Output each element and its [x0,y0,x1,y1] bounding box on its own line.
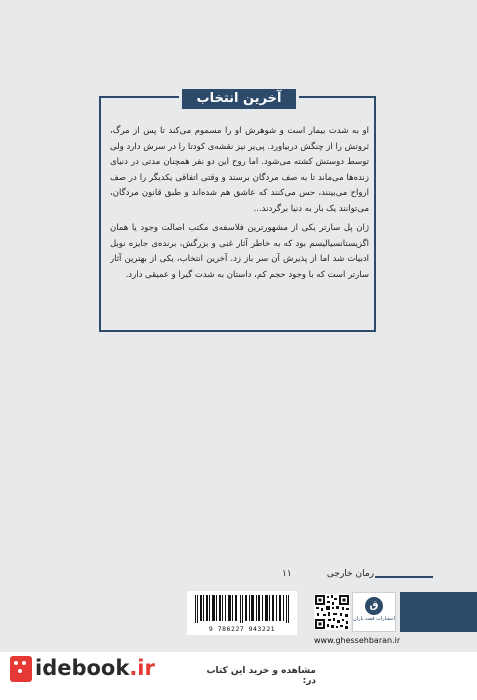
book-title: آخرین انتخاب [179,86,299,112]
synopsis-paragraph-1: او به شدت بیمار است و شوهرش او را مسموم می‌کند تا پس از مرگ، ثروتش را از چنگش دربیاورد. پی‌یر نیز نقشه‌ی کودتا را در سرش دارد ولی توسط دوستش کشته می‌شود. اما روح این دو نفر همچنان مدتی در دنیای زنده‌ها می‌ماند تا به صف مردگان برسند و وقتی اتفاقی یکدیگر را در صف ارواح می‌بینند، حس می‌کنند که عاشق هم شده‌اند و طبق قانون مردگان، می‌توانند یک بار به دنیا برگردند... [110,126,369,214]
isbn-barcode [187,591,297,635]
book-icon [10,656,32,682]
qr-code-icon [314,594,350,630]
publisher-logo [352,592,396,632]
series-label: رمان خارجی [326,569,374,579]
publisher-website: www.ghessehbaran.ir [314,636,401,645]
idebook-logo-text: idebook [35,656,130,680]
synopsis [110,124,369,324]
barcode-icon [195,595,289,623]
series-divider [375,576,433,578]
series-number: ۱۱ [282,569,292,579]
synopsis-paragraph-2: ژان پل سارتر یکی از مشهورترین فلاسفه‌ی مکتب اصالت وجود یا همان اگزیستانسیالیسم بود که به خاطر آثار غنی و بزرگش، برنده‌ی جایزه نوبل ادبیات شد اما از پذیرش آن سر باز زد. آخرین انتخاب، یکی از بهترین آثار سارتر است که با وجود حجم کم، داستان به شدت گیرا و عمیقی دارد. [110,223,369,280]
publisher-color-block [400,592,477,632]
publisher-name: انتشارات قصه باران [353,616,395,622]
idebook-logo-tld: .ir [129,656,155,680]
ad-tagline: مشاهده و خرید این کتاب در: [206,666,316,686]
publisher-logo-icon: ق [365,597,383,615]
idebook-logo[interactable] [10,656,155,690]
isbn-number: 9 786227 943221 [208,625,276,633]
